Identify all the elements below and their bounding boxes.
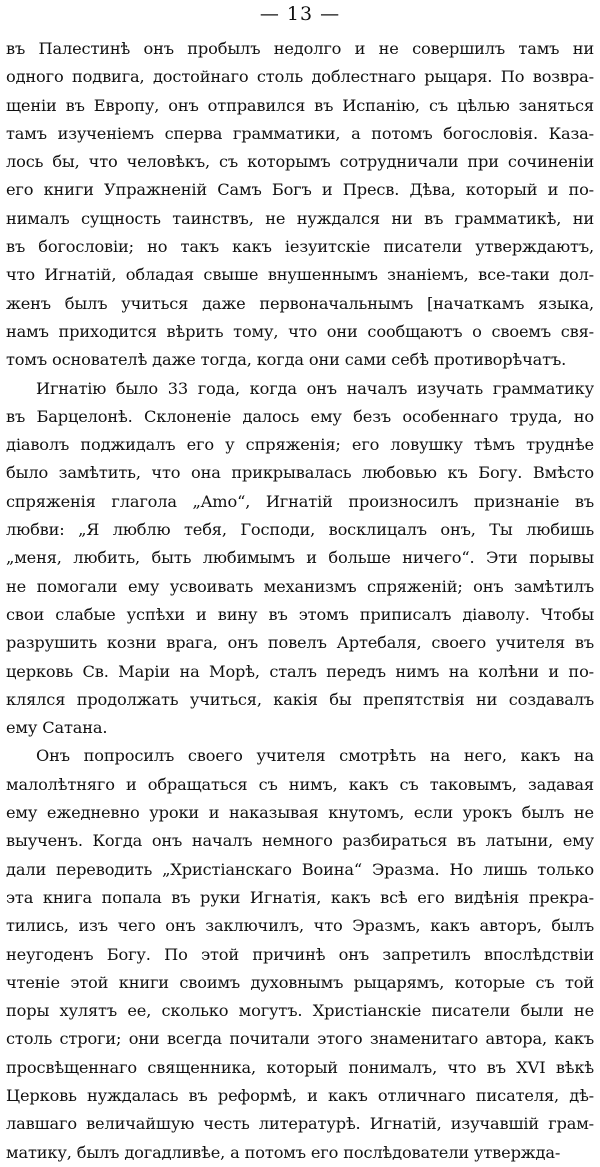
text-line: спряженія глагола „Amo“, Игнатій произносилъ признаніе въ [6,491,594,511]
text-line: клялся продолжать учиться, какія бы препятствія ни создавалъ [6,689,594,709]
page-number: — 13 — [259,3,341,25]
text-line: Онъ попросилъ своего учителя смотрѣть на него, какъ на [36,746,594,766]
paragraph [6,375,594,743]
text-line: поры хулятъ ее, сколько могутъ. Христіанскіе писатели были не [6,1001,594,1021]
text-line: Игнатію было 33 года, когда онъ началъ изучать грамматику [36,378,594,398]
text-line: было замѣтить, что она прикрывалась любовью къ Богу. Вмѣсто [6,463,594,483]
text-line: дали переводить „Христіанскаго Воина“ Эразма. Но лишь только [6,859,594,879]
text-line: свои слабые успѣхи и вину въ этомъ приписалъ діаволу. Чтобы [6,604,594,624]
text-line: щеніи въ Европу, онъ отправился въ Испанію, съ цѣлью заняться [6,95,594,115]
text-line: одного подвига, достойнаго столь доблестнаго рыцаря. По возвра- [6,67,594,87]
text-line: лавшаго величайшую честь литературѣ. Игнатій, изучавшій грам- [6,1114,594,1134]
text-line: въ Палестинѣ онъ пробылъ недолго и не совершилъ тамъ ни [6,39,594,58]
text-line: разрушить козни врага, онъ повелъ Артебаля, своего учителя въ [6,633,594,653]
body-text [6,35,594,1167]
text-line: тились, изъ чего онъ заключилъ, что Эразмъ, какъ авторъ, былъ [6,916,594,936]
text-line: не помогали ему усвоивать механизмъ спряженій; онъ замѣтилъ [6,576,594,596]
text-line: Церковь нуждалась въ реформѣ, и какъ отличнаго писателя, дѣ- [6,1085,594,1105]
text-line: неугоденъ Богу. По этой причинѣ онъ запретилъ впослѣдствіи [6,944,594,964]
text-line: ему ежедневно уроки и наказывая кнутомъ, если урокъ былъ не [6,803,594,823]
text-line: тамъ изученіемъ сперва грамматики, а потомъ богословія. Каза- [6,123,594,143]
text-line: просвѣщеннаго священника, который понималъ, что въ XVI вѣкѣ [6,1057,594,1077]
text-line: выученъ. Когда онъ началъ немного разбираться въ латыни, ему [6,831,594,851]
text-line: малолѣтняго и обращаться съ нимъ, какъ съ таковымъ, задавая [6,774,594,794]
text-line: что Игнатій, обладая свыше внушеннымъ знаніемъ, все-таки дол- [6,265,594,285]
text-line: женъ былъ учиться даже первоначальнымъ [начаткамъ языка, [6,293,594,313]
paragraph [6,742,594,1166]
text-line: чтеніе этой книги своимъ духовнымъ рыцарямъ, которые съ той [6,972,594,992]
text-line: его книги Упражненій Самъ Богъ и Пресв. Дѣва, который и по- [6,180,594,200]
text-line: эта книга попала въ руки Игнатія, какъ всѣ его видѣнія прекра- [6,887,594,907]
text-line: въ богословіи; но такъ какъ іезуитскіе писатели утверждаютъ, [6,237,594,257]
text-line: ему Сатана. [6,718,108,738]
text-line: любви: „Я люблю тебя, Господи, восклицалъ онъ, Ты любишь [6,520,594,540]
text-line: намъ приходится вѣрить тому, что они сообщаютъ о своемъ свя- [6,321,594,341]
text-line: діаволъ поджидалъ его у спряженія; его ловушку тѣмъ труднѣе [6,435,594,455]
text-line: нималъ сущность таинствъ, не нуждался ни въ грамматикѣ, ни [6,208,594,228]
paragraph [6,35,594,375]
text-line: матику, былъ догадливѣе, а потомъ его послѣдователи утвержда- [6,1142,561,1162]
text-line: столь строги; они всегда почитали этого знаменитаго автора, какъ [6,1029,594,1049]
text-line: лось бы, что человѣкъ, съ которымъ сотрудничали при сочиненіи [6,152,594,172]
text-line: томъ основателѣ даже тогда, когда они сами себѣ противорѣчатъ. [6,350,567,370]
text-line: въ Барцелонѣ. Склоненіе далось ему безъ особеннаго труда, но [6,406,594,426]
text-line: „меня, любить, быть любимымъ и больше ничего“. Эти порывы [6,548,594,568]
text-line: церковь Св. Маріи на Морѣ, сталъ передъ нимъ на колѣни и по- [6,661,594,681]
